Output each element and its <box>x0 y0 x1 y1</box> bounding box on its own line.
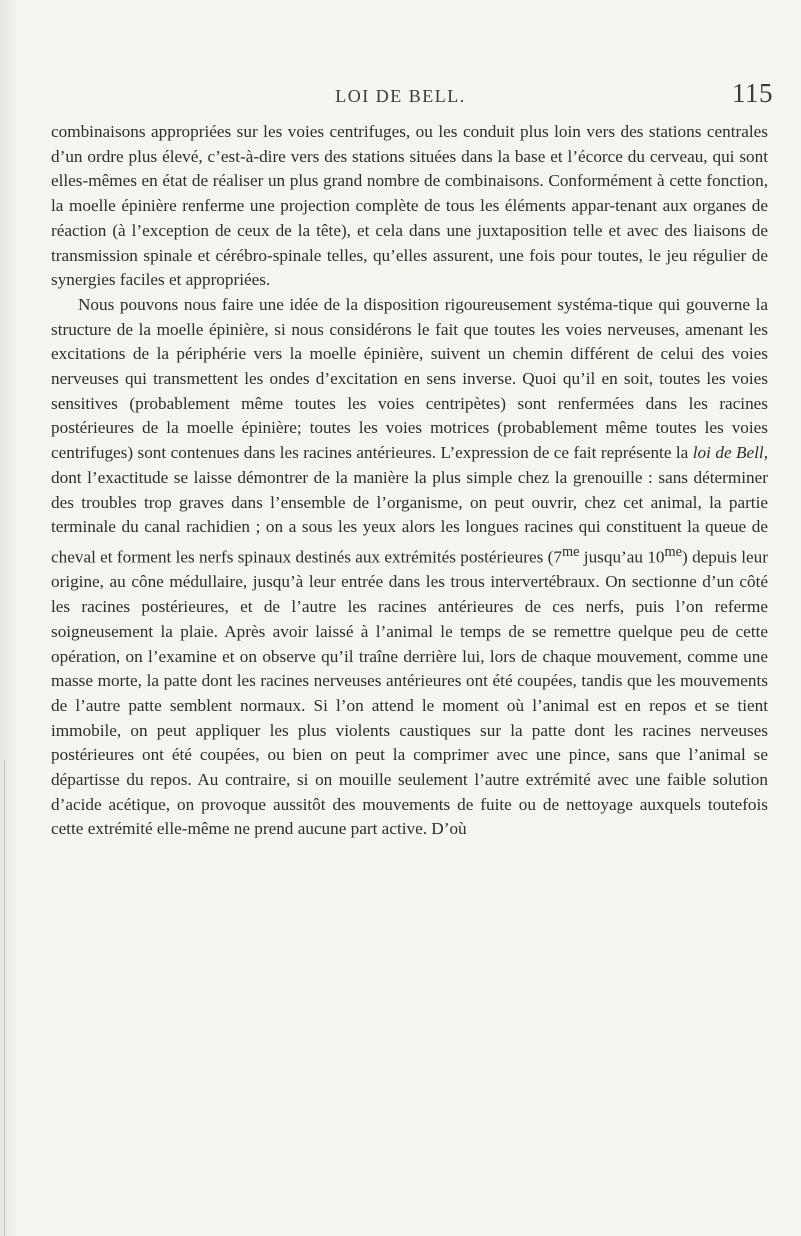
paragraph-2 <box>51 293 768 842</box>
gutter-line <box>4 760 5 1236</box>
paragraph-2-text-a: Nous pouvons nous faire une idée de la disposition rigoureusement systéma-tique qui gouverne la structure de la moelle épinière, si nous considérons le fait que toutes les voies nerveuses, amenant les excitations de la périphérie vers la moelle épinière, suivent un chemin différent de celui des voies nerveuses qui transmettent les ondes d’excitation en sens inverse. Quoi qu’il en soit, toutes les voies sensitives (probablement même toutes les voies centripètes) sont renfermées dans les racines postérieures de la moelle épinière; toutes les voies motrices (probablement même toutes les voies centrifuges) sont contenues dans les racines antérieures. L’expression de ce fait représente la <box>51 294 768 463</box>
law-name-italic: loi de Bell <box>692 443 764 463</box>
page-header <box>0 78 801 116</box>
paragraph-2-text-d: ) depuis leur origine, au cône médullaire, jusqu’à leur entrée dans les trous intervertébraux. On sectionne d’un côté les racines postérieures, et de l’autre les racines antérieures de ces nerfs, puis l’on referme soigneusement la plaie. Après avoir laissé à l’animal le temps de se remettre quelque peu de cette opération, on l’examine et on observe qu’il traîne derrière lui, lors de chaque mouvement, comme une masse morte, la patte dont les racines nerveuses antérieures ont été coupées, tandis que les mouvements de l’autre patte semblent normaux. Si l’on attend le moment où l’animal est en repos et se tient immobile, on peut appliquer les plus violents caustiques sur la patte dont les racines nerveuses postérieures ont été coupées, ou bien on peut la comprimer avec une pince, sans que l’animal se départisse du repos. Au contraire, si on mouille seulement l’autre extrémité avec une faible solution d’acide acétique, on provoque aussitôt des mouvements de fuite ou de nettoyage auxquels toutefois cette extrémité elle-même ne prend aucune part active. D’où <box>51 547 768 839</box>
ordinal-tenth: 10 <box>647 547 665 567</box>
ordinal-seventh: 7 <box>553 547 562 567</box>
ordinal-seventh-suffix: me <box>561 543 580 560</box>
paragraph-1: combinaisons appropriées sur les voies centrifuges, ou les conduit plus loin vers des stations centrales d’un ordre plus élevé, c’est-à-dire vers des stations situées dans la base et l’écorce du cerveau, qui sont elles-mêmes en état de réaliser un plus grand nombre de combinaisons. Conformément à cette fonction, la moelle épinière renferme une projection complète de tous les éléments appar-tenant aux organes de réaction (à l’exception de ceux de la tête), et cela dans une juxtaposition telle et avec des liaisons de transmission spinale et cérébro-spinale telles, qu’elles assurent, une fois pour toutes, le jeu régulier de synergies faciles et appropriées. <box>51 122 768 290</box>
page-number: 115 <box>732 78 773 108</box>
paragraph-2-text-b: , dont l’exactitude se laisse démontrer de la manière la plus simple chez la grenouille : sans déterminer des troubles trop graves dans l’ensemble de l’organisme, on peut ouvrir, chez cet animal, la partie terminale du canal rachidien ; on a sous les yeux alors les longues racines qui constituent la queue de cheval et forment les nerfs spinaux destinés aux extrémités postérieures ( <box>51 443 768 567</box>
ordinal-tenth-suffix: me <box>664 543 683 560</box>
running-title: LOI DE BELL. <box>335 86 466 106</box>
paragraph-2-text-c: jusqu’au <box>579 547 648 567</box>
body-text <box>51 120 768 842</box>
page-gutter-shadow <box>0 0 18 1236</box>
